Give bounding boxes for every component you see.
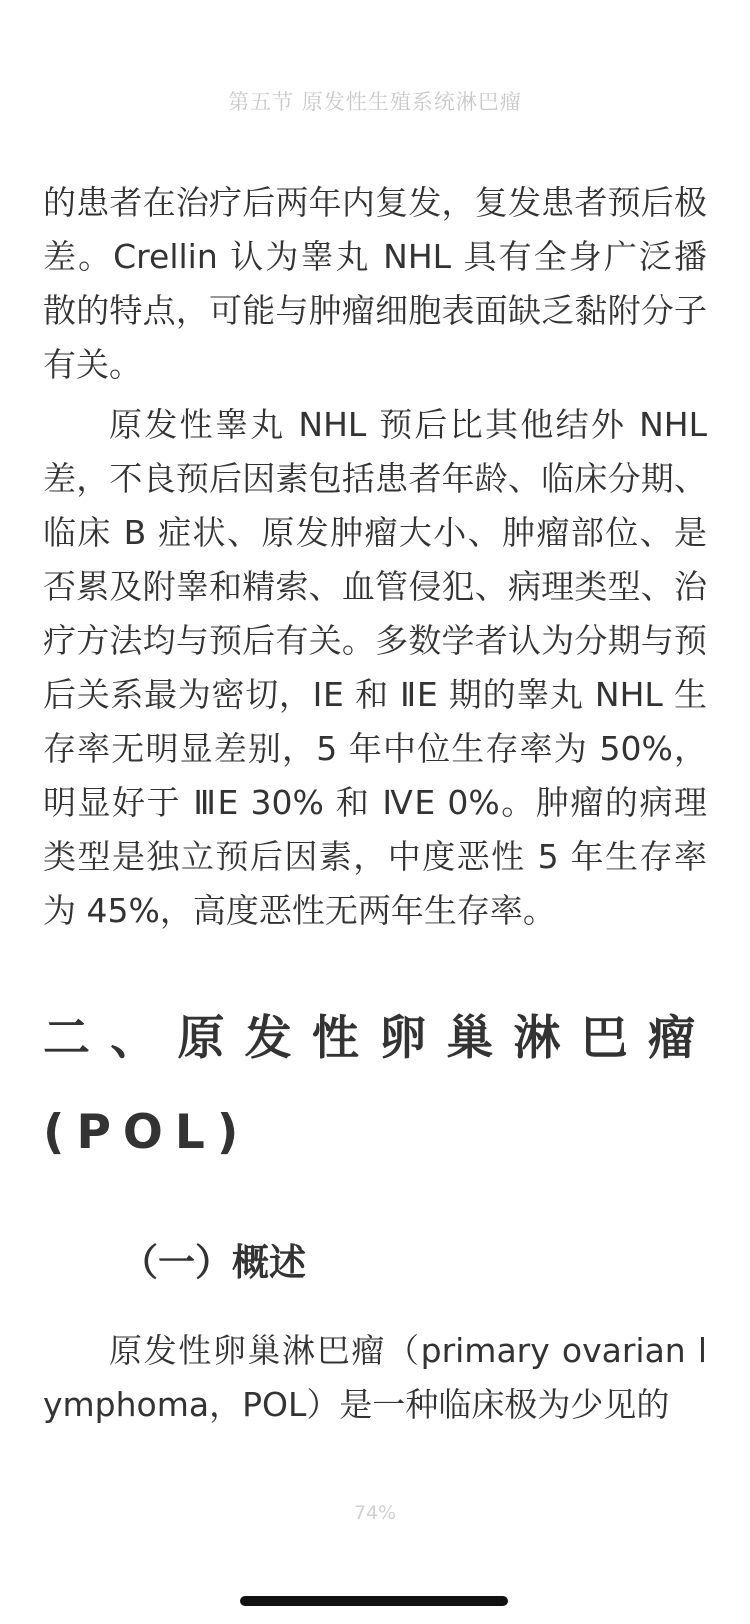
body-paragraph: 原发性睾丸 NHL 预后比其他结外 NHL 差，不良预后因素包括患者年龄、临床分期、临床 B 症状、原发肿瘤大小、肿瘤部位、是否累及附睾和精索、血管侵犯、病理类型、治疗方法均与预后有关。多数学者认为分期与预后关系最为密切，ⅠE 和 ⅡE 期的睾丸 NHL 生存率无明显差别，5 年中位生存率为 50%，明显好于 ⅢE 30% 和 ⅣE 0%。肿瘤的病理类型是独立预后因素，中度恶性 5 年生存率为 45%，高度恶性无两年生存率。 xyxy=(43,405,707,930)
body-paragraph: 原发性卵巢淋巴瘤（primary ovarian lymphoma，POL）是一种临床极为少见的 xyxy=(43,1331,707,1424)
subsection-heading: （一）概述 xyxy=(121,1241,306,1284)
reading-content[interactable] xyxy=(43,176,707,1438)
reading-progress: 74% xyxy=(353,1502,397,1524)
section-heading: 二、原发性卵巢淋巴瘤(POL) xyxy=(43,1011,707,1160)
chapter-title: 第五节 原发性生殖系统淋巴瘤 xyxy=(228,90,522,114)
home-indicator[interactable] xyxy=(240,1596,508,1606)
body-paragraph: 的患者在治疗后两年内复发，复发患者预后极差。Crellin 认为睾丸 NHL 具有全身广泛播散的特点，可能与肿瘤细胞表面缺乏黏附分子有关。 xyxy=(43,183,707,384)
